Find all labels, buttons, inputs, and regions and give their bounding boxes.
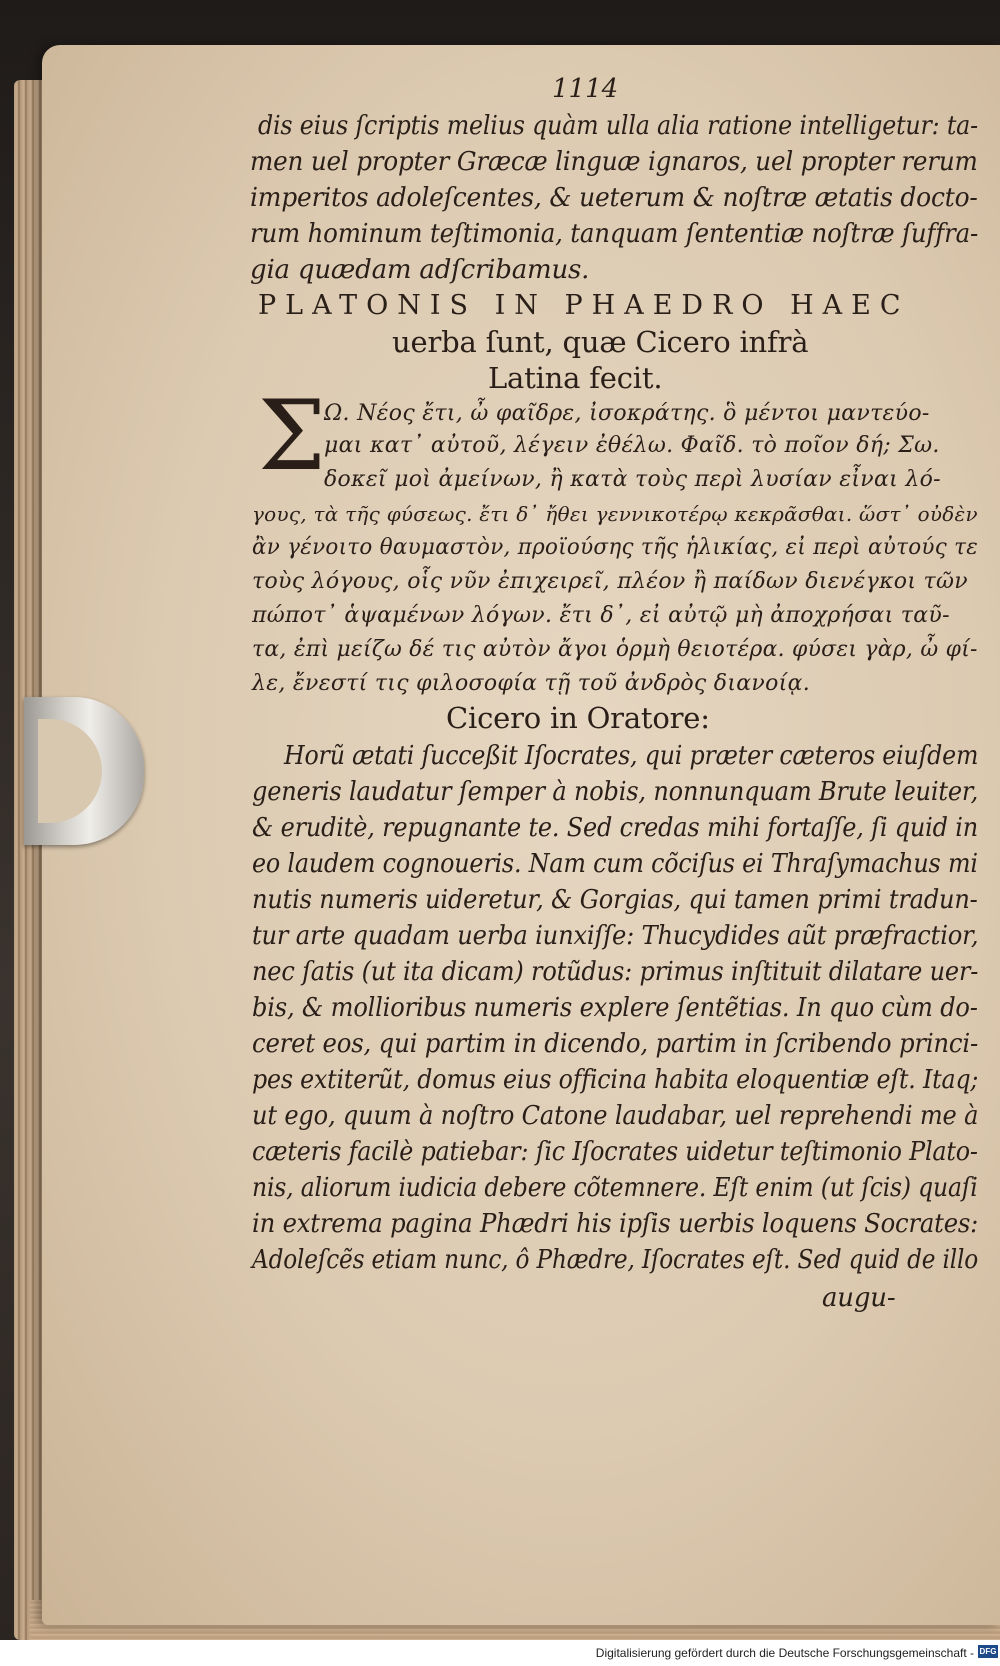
- text-line: generis laudatur ſemper à nobis, nonnunquam Brute leuiter,: [252, 777, 979, 807]
- greek-line: πώποτ᾽ ἁψαμένων λόγων. ἔτι δ᾽, εἰ αὐτῷ μὴ ἀποχρήσαι ταῦ-: [252, 603, 950, 628]
- text-line: nis, aliorum iudicia debere cõtemnere. Eſt enim (ut ſcis) quaſi: [252, 1173, 978, 1203]
- greek-line: γους, τὰ τῆς φύσεως. ἔτι δ᾽ ἤθει γεννικοτέρῳ κεκρᾶσθαι. ὥστ᾽ οὐδὲν: [252, 502, 978, 526]
- text-line: tur arte quadam uerba iunxiſſe: Thucydides aũt præfractior,: [252, 921, 979, 951]
- section-heading: PLATONIS IN PHAEDRO HAEC: [258, 290, 910, 321]
- page-clip: [24, 697, 144, 845]
- greek-line: Ω. Νέος ἔτι, ὦ φαῖδρε, ἰσοκράτης. ὃ μέντοι μαντεύο-: [324, 401, 930, 426]
- text-line: men uel propter Græcæ linguæ ignaros, uel propter rerum: [250, 147, 978, 177]
- text-line: nutis numeris uideretur, & Gorgias, qui tamen primi tradun-: [252, 885, 978, 915]
- text-line: Horũ ætati ſucceßit Iſocrates, qui præter cæteros eiuſdem: [284, 741, 979, 771]
- text-line: & eruditè, repugnante te. Sed credas mihi fortaſſe, ſi quid in: [252, 813, 979, 843]
- text-line: bis, & mollioribus numeris explere ſentẽtias. In quo cùm do-: [252, 993, 978, 1023]
- footer-credit: Digitalisierung gefördert durch die Deutsche Forschungsgemeinschaft -: [595, 1646, 974, 1660]
- greek-line: ἂν γένοιτο θαυμαστὸν, προϊούσης τῆς ἡλικίας, εἰ περὶ αὐτούς τε: [252, 535, 979, 560]
- section-heading: uerba ſunt, quæ Cicero infrà: [392, 325, 809, 359]
- text-line: gia quædam adſcribamus.: [250, 255, 590, 285]
- text-line: Adoleſcẽs etiam nunc, ô Phædre, Iſocrates eſt. Sed quid de illo: [252, 1245, 979, 1275]
- text-line: ut ego, quum à noſtro Catone laudabar, uel reprehendi me à: [252, 1101, 979, 1131]
- text-line: rum hominum teſtimonia, tanquam ſententiæ noſtræ ſuffra-: [250, 219, 979, 249]
- text-line: cæteris facilè patiebar: ſic Iſocrates uidetur teſtimonio Plato-: [252, 1137, 978, 1167]
- catchword: augu-: [822, 1283, 896, 1313]
- text-line: ceret eos, qui partim in dicendo, partim in ſcribendo princi-: [252, 1029, 979, 1059]
- text-line: dis eius ſcriptis melius quàm ulla alia ratione intelligetur: ta-: [258, 111, 978, 141]
- drop-initial: Σ: [258, 380, 326, 492]
- greek-line: μαι κατ᾽ αὐτοῦ, λέγειν ἐθέλω. Φαῖδ. τὸ ποῖον δή; Σω.: [324, 433, 940, 458]
- greek-line: τοὺς λόγους, οἷς νῦν ἐπιχειρεῖ, πλέον ἢ παίδων διενέγκοι τῶν: [252, 569, 968, 594]
- greek-line: δοκεῖ μοὶ ἀμείνων, ἢ κατὰ τοὺς περὶ λυσίαν εἶναι λό-: [324, 467, 941, 492]
- text-line: eo laudem cognoueris. Nam cum cõciſus ei Thraſymachus mi: [252, 849, 978, 879]
- dfg-logo: DFG: [979, 1647, 997, 1656]
- greek-line: τα, ἐπὶ μείζω δέ τις αὐτὸν ἄγοι ὁρμὴ θειοτέρα. φύσει γὰρ, ὦ φί-: [252, 637, 978, 662]
- section-heading: Cicero in Oratore:: [446, 701, 710, 735]
- greek-line: λε, ἔνεστί τις φιλοσοφία τῇ τοῦ ἀνδρὸς διανοίᾳ.: [252, 671, 811, 696]
- section-heading: Latina fecit.: [488, 361, 663, 395]
- text-line: imperitos adoleſcentes, & ueterum & noſtræ ætatis docto-: [250, 183, 978, 213]
- page-number: 1114: [552, 74, 619, 104]
- text-line: in extrema pagina Phædri his ipſis uerbis loquens Socrates:: [252, 1209, 979, 1239]
- text-line: nec ſatis (ut ita dicam) rotũdus: primus inſtituit dilatare uer-: [252, 957, 979, 987]
- text-line: pes extiterũt, domus eius officina habita eloquentiæ eſt. Itaq;: [252, 1065, 979, 1095]
